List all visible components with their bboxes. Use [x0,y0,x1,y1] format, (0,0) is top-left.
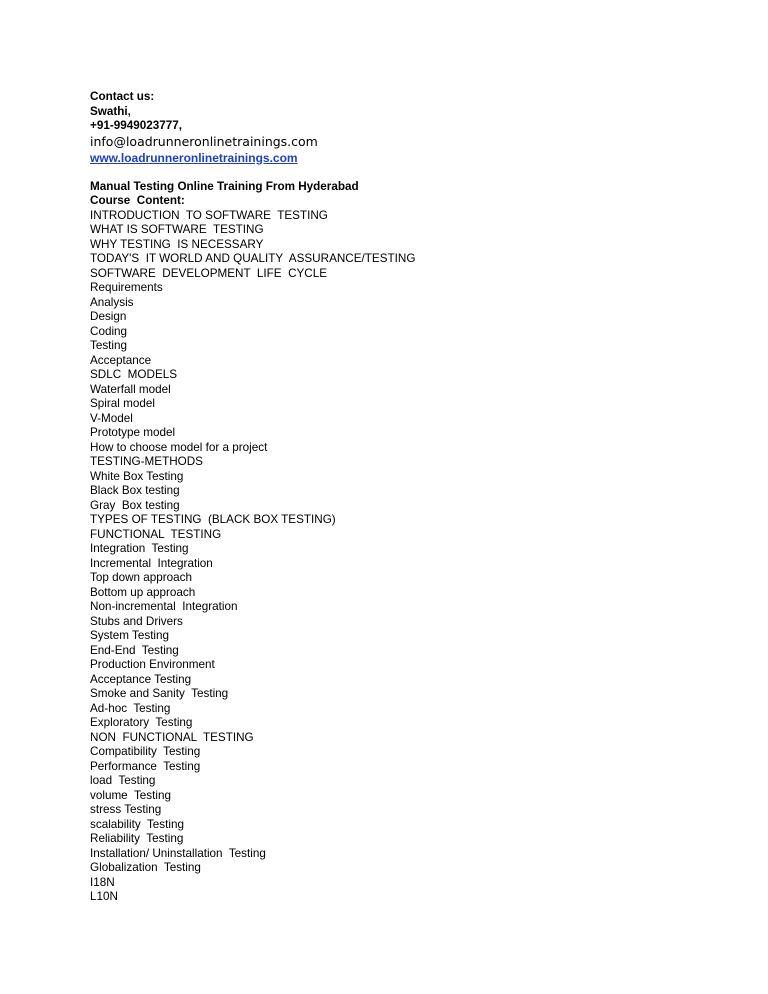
course-item: Prototype model [90,426,176,439]
course-item: stress Testing [90,803,162,816]
course-item: Non-incremental Integration [90,600,238,613]
course-item: End-End Testing [90,643,179,657]
spacer [90,166,730,180]
course-item: INTRODUCTION TO SOFTWARE TESTING [90,208,328,222]
course-item: System Testing [90,629,170,642]
course-item: TESTING-METHODS [90,455,203,468]
course-item: NON FUNCTIONAL TESTING [90,730,254,744]
course-item: Exploratory Testing [90,716,193,729]
course-item: How to choose model for a project [90,440,268,454]
course-item: Incremental Integration [90,556,213,570]
course-item: scalability Testing [90,817,184,831]
course-item: Smoke and Sanity Testing [90,687,229,700]
course-item: L10N [90,890,118,903]
course-item: load Testing [90,774,156,787]
course-item: Acceptance [90,353,152,367]
course-content-heading: Course Content: [90,194,185,207]
course-item: SDLC MODELS [90,368,178,381]
course-item: Design [90,310,127,323]
course-item: Top down approach [90,571,193,584]
course-item: Performance Testing [90,759,201,773]
website-link[interactable]: www.loadrunneronlinetrainings.com [90,150,298,165]
course-item: Acceptance Testing [90,672,192,686]
contact-phone: +91-9949023777, [90,119,182,132]
course-item: Testing [90,339,128,352]
course-item: SOFTWARE DEVELOPMENT LIFE CYCLE [90,266,328,280]
course-item: WHAT IS SOFTWARE TESTING [90,223,264,236]
course-item: Spiral model [90,397,155,410]
course-item: WHY TESTING IS NECESSARY [90,237,264,251]
course-item: Integration Testing [90,542,189,555]
course-item: Globalization Testing [90,861,201,874]
course-item: volume Testing [90,788,171,802]
course-item: FUNCTIONAL TESTING [90,527,222,541]
course-item: TODAY'S IT WORLD AND QUALITY ASSURANCE/TESTING [90,252,416,265]
course-content-list [90,209,730,905]
course-item: Compatibility Testing [90,745,201,758]
course-item: Requirements [90,281,163,294]
course-item: Production Environment [90,658,215,671]
document-content [90,90,730,905]
course-item: V-Model [90,411,133,425]
course-item: Gray Box testing [90,498,180,512]
course-item: Stubs and Drivers [90,614,183,628]
course-item: Black Box testing [90,484,180,497]
contact-name: Swathi, [90,104,131,118]
course-title: Manual Testing Online Training From Hyderabad [90,179,359,193]
course-item: Ad-hoc Testing [90,701,171,715]
course-item: Coding [90,324,128,338]
course-item: Bottom up approach [90,585,196,599]
contact-email: info@loadrunneronlinetrainings.com [90,133,318,149]
course-item: TYPES OF TESTING (BLACK BOX TESTING) [90,513,336,526]
course-item: Reliability Testing [90,832,184,845]
course-item: Waterfall model [90,382,171,396]
contact-heading: Contact us: [90,90,155,103]
course-item: White Box Testing [90,469,184,483]
course-item: Analysis [90,295,134,309]
course-item: Installation/ Uninstallation Testing [90,846,266,860]
course-item: I18N [90,875,115,889]
